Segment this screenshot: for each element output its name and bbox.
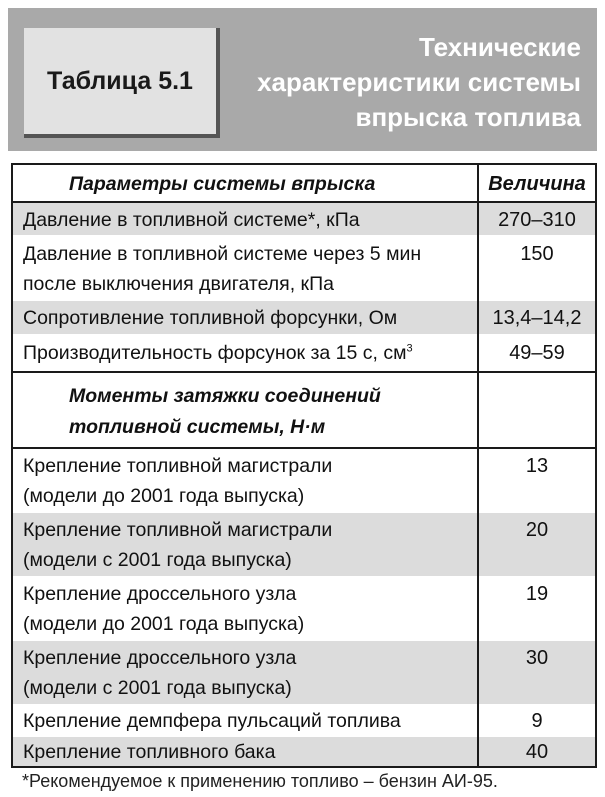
unit-superscript: 3: [406, 342, 413, 355]
value-cell: 49–59: [509, 342, 565, 364]
param-cell: [23, 643, 473, 703]
param-line: (модели до 2001 года выпуска): [23, 485, 305, 507]
param-line: Давление в топливной системе через 5 мин: [23, 243, 422, 265]
table-header-row: [13, 165, 595, 203]
param-cell: Крепление топливного бака: [23, 741, 276, 763]
value-cell: 30: [525, 647, 549, 669]
section-title-line: топливной системы, Н·м: [69, 416, 326, 438]
value-cell: 13,4–14,2: [492, 307, 582, 329]
value-cell: 19: [525, 583, 549, 605]
section-title: [69, 381, 519, 443]
param-cell: [23, 338, 473, 368]
param-cell: Крепление демпфера пульсаций топлива: [23, 710, 401, 732]
param-cell: Сопротивление топливной форсунки, Ом: [23, 307, 398, 329]
footnote: *Рекомендуемое к применению топливо – бензин АИ-95.: [22, 771, 498, 791]
param-line: (модели до 2001 года выпуска): [23, 613, 305, 635]
param-line: Крепление топливной магистрали: [23, 455, 333, 477]
table-row: [13, 513, 595, 577]
table-number: Таблица 5.1: [47, 66, 193, 95]
param-line: Крепление дроссельного узла: [23, 583, 297, 605]
table-row: [13, 737, 595, 766]
param-text: Производительность форсунок за 15 с, см: [23, 342, 407, 364]
table-row: [13, 449, 595, 513]
table-title-line: характеристики системы: [257, 67, 581, 97]
param-line: (модели с 2001 года выпуска): [23, 677, 292, 699]
table-row: [13, 641, 595, 705]
section-header-row: [13, 373, 595, 449]
table-row: [13, 301, 595, 335]
table-row: [13, 236, 595, 301]
param-cell: [23, 515, 473, 575]
value-cell: 13: [525, 455, 549, 477]
value-cell: 20: [525, 519, 549, 541]
param-cell: [23, 579, 473, 639]
param-line: после выключения двигателя, кПа: [23, 273, 334, 295]
param-cell: [23, 239, 473, 299]
table-caption-banner: [8, 8, 597, 151]
column-header-parameter: Параметры системы впрыска: [69, 173, 376, 195]
table-row: [13, 203, 595, 236]
param-line: (модели с 2001 года выпуска): [23, 549, 292, 571]
param-cell: Давление в топливной системе*, кПа: [23, 209, 360, 231]
value-cell: 270–310: [498, 209, 576, 231]
column-header-value: Величина: [488, 173, 586, 195]
param-line: Крепление дроссельного узла: [23, 647, 297, 669]
value-cell: 9: [531, 710, 543, 732]
section-title-line: Моменты затяжки соединений: [69, 385, 381, 407]
param-cell: [23, 451, 473, 511]
value-cell: 40: [525, 741, 549, 763]
column-divider: [477, 165, 479, 766]
param-line: Крепление топливной магистрали: [23, 519, 333, 541]
table-title-line: впрыска топлива: [355, 102, 581, 132]
value-cell: 150: [520, 243, 554, 265]
table-title: [221, 30, 581, 135]
table-row: [13, 705, 595, 737]
table-row: [13, 577, 595, 641]
table-row: [13, 335, 595, 373]
specs-table: [11, 163, 597, 768]
table-number-box: [24, 28, 220, 138]
table-title-line: Технические: [419, 32, 581, 62]
